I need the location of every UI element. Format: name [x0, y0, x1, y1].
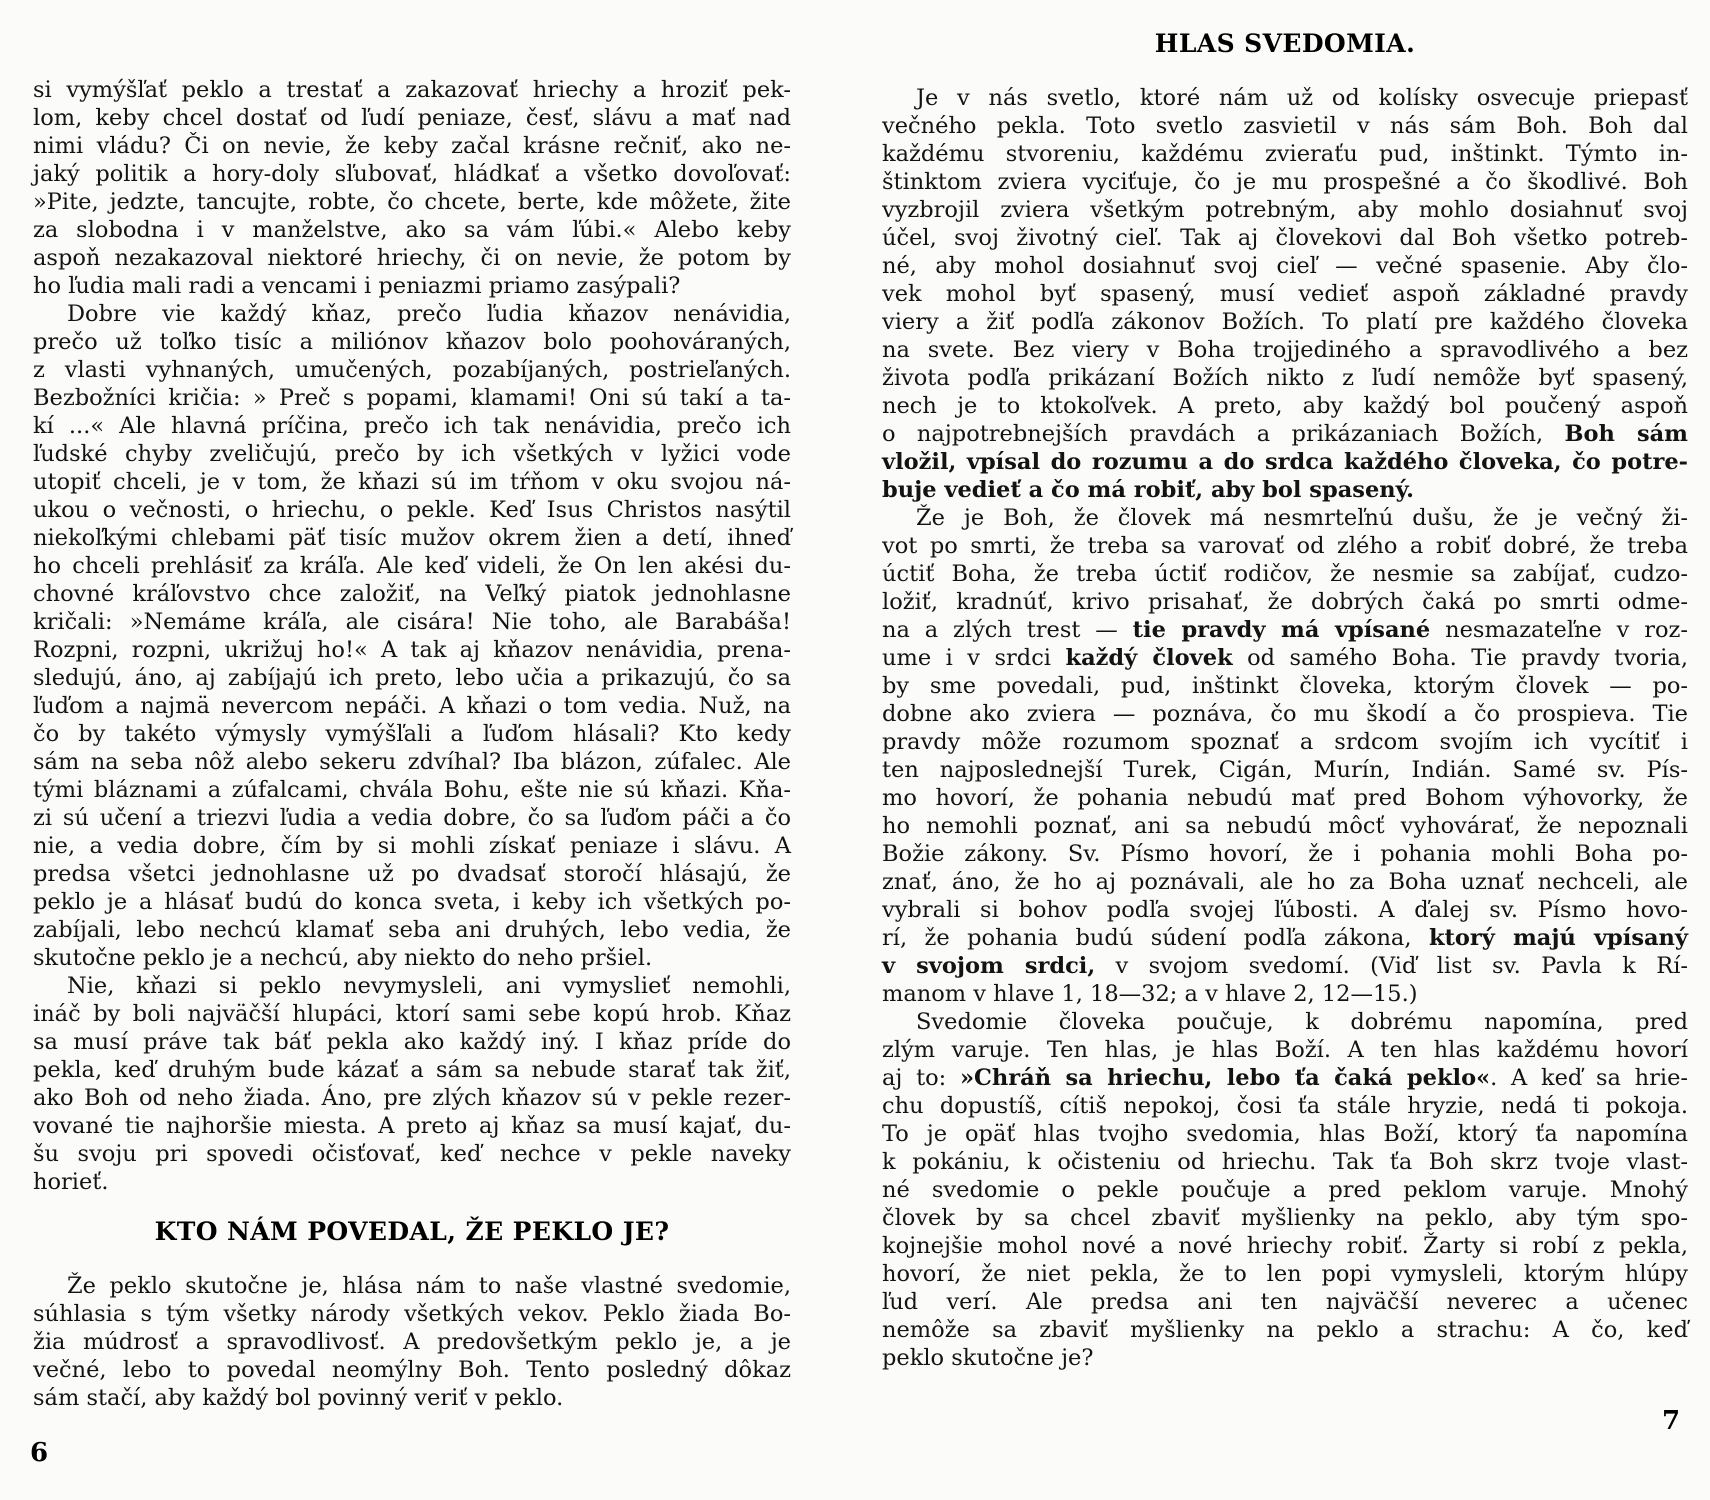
- text-line: [882, 1092, 1688, 1120]
- body-text: človek by sa chcel zbaviť myšlienky na peklo, aby tým spo-: [882, 1205, 1688, 1231]
- text-line: [33, 972, 791, 1000]
- text-line: [33, 412, 791, 440]
- body-text: rí, že pohania budú súdení podľa zákona,: [882, 925, 1429, 951]
- body-text: »Pite, jedzte, tancujte, robte, čo chcete, berte, kde môžete, žite: [33, 189, 791, 215]
- left-page-text: [33, 76, 791, 1412]
- text-line: [33, 244, 791, 272]
- body-text: nie, a vedia dobre, čím by si mohli získať peniaze i slávu. A: [33, 833, 791, 859]
- text-line: [882, 588, 1688, 616]
- body-text: aspoň nezakazoval niektoré hriechy, či on nevie, že potom by: [33, 245, 791, 271]
- body-text: vybrali si bohov podľa svojej ľúbosti. A ďalej sv. Písmo hovo-: [882, 897, 1688, 923]
- text-line: [33, 720, 791, 748]
- emphasized-text: buje vedieť a čo má robiť, aby bol spasený.: [882, 477, 1414, 503]
- text-line: [882, 1176, 1688, 1204]
- body-text: na svete. Bez viery v Boha trojjediného a spravodlivého a bez: [882, 337, 1688, 363]
- paragraph: [882, 1008, 1688, 1372]
- body-text: chu dopustíš, cítiš nepokoj, čosi ťa stále hryzie, nedá ti pokoja.: [882, 1093, 1688, 1119]
- left-page-column: [33, 76, 791, 1412]
- body-text: kí ...« Ale hlavná príčina, prečo ich tak nenávidia, prečo ich: [33, 413, 791, 439]
- body-text: žia múdrosť a spravodlivosť. A predovšetkým peklo je, a je: [33, 1329, 791, 1355]
- body-text: sa musí práve tak báť pekla ako každý iný. I kňaz príde do: [33, 1029, 791, 1055]
- text-line: [882, 700, 1688, 728]
- text-line: [33, 328, 791, 356]
- text-line: [33, 496, 791, 524]
- body-text: zabíjali, lebo nechcú klamať seba ani druhých, lebo vedia, že: [33, 917, 791, 943]
- text-line: [882, 616, 1688, 644]
- text-line: [33, 132, 791, 160]
- body-text: večné, lebo to povedal neomýlny Boh. Tento posledný dôkaz: [33, 1357, 791, 1383]
- body-text: vované tie najhoršie miesta. A preto aj kňaz sa musí kajať, du-: [33, 1113, 791, 1139]
- body-text: zlým varuje. Ten hlas, je hlas Boží. A ten hlas každému hovorí: [882, 1037, 1688, 1063]
- body-text: Že peklo skutočne je, hlása nám to naše vlastné svedomie,: [67, 1273, 791, 1299]
- body-text: zi sú učení a triezvi ľudia a vedia dobre, čo sa ľuďom páči a čo: [33, 805, 791, 831]
- emphasized-text: vložil, vpísal do rozumu a do srdca každého človeka, čo potre-: [882, 449, 1688, 475]
- body-text: ľuďom a najmä nevercom nepáči. A kňazi o tom vedia. Nuž, na: [33, 693, 791, 719]
- body-text: štinktom zviera vyciťuje, čo je mu prospešné a čo škodlivé. Boh: [882, 169, 1688, 195]
- text-line: [882, 924, 1688, 952]
- text-line: [882, 196, 1688, 224]
- text-line: [33, 1272, 791, 1300]
- text-line: [882, 1260, 1688, 1288]
- text-line: [33, 776, 791, 804]
- text-line: [882, 280, 1688, 308]
- body-text: né, aby mohol dosiahnuť svoj cieľ — večné spasenie. Aby člo-: [882, 253, 1688, 279]
- text-line: [33, 1112, 791, 1140]
- body-text: Že je Boh, že človek má nesmrteľnú dušu, že je večný ži-: [916, 505, 1688, 531]
- body-text: hovorí, že niet pekla, že to len popi vymysleli, ktorým hlúpy: [882, 1261, 1688, 1287]
- body-text: nesmazateľne v roz-: [1430, 617, 1688, 643]
- body-text: pekla, keď druhým bude kázať a sám sa nebude starať tak žiť,: [33, 1057, 791, 1083]
- body-text: za slobodna i v manželstve, ako sa vám ľúbi.« Alebo keby: [33, 217, 791, 243]
- body-text: utopiť chceli, je v tom, že kňazi sú im tŕňom v oku svojou ná-: [33, 469, 791, 495]
- text-line: [882, 980, 1688, 1008]
- body-text: o najpotrebnejších pravdách a prikázaniach Božích,: [882, 421, 1565, 447]
- text-line: [33, 832, 791, 860]
- text-line: [33, 692, 791, 720]
- text-line: [882, 756, 1688, 784]
- text-line: [33, 1328, 791, 1356]
- body-text: si vymýšľať peklo a trestať a zakazovať hriechy a hroziť pek-: [33, 77, 791, 103]
- body-text: nimi vládu? Či on nevie, že keby začal krásne rečniť, ako ne-: [33, 133, 791, 159]
- text-line: [33, 916, 791, 944]
- body-text: Svedomie človeka poučuje, k dobrému napomína, pred: [916, 1009, 1688, 1035]
- body-text: účel, svoj životný cieľ. Tak aj človekovi dal Boh všetko potreb-: [882, 225, 1688, 251]
- body-text: ten najposlednejší Turek, Cigán, Murín, Indián. Samé sv. Pís-: [882, 757, 1688, 783]
- text-line: [882, 672, 1688, 700]
- text-line: [33, 440, 791, 468]
- text-line: [882, 896, 1688, 924]
- body-text: ume i v srdci: [882, 645, 1066, 671]
- text-line: [882, 728, 1688, 756]
- body-text: prečo už toľko tisíc a miliónov kňazov bolo poohováraných,: [33, 329, 791, 355]
- body-text: Bezbožníci kričia: » Preč s popami, klamami! Oni sú takí a ta-: [33, 385, 791, 411]
- body-text: tými bláznami a zúfalcami, chvála Bohu, ešte nie sú kňazi. Kňa-: [33, 777, 791, 803]
- emphasized-text: v svojom srdci,: [882, 953, 1096, 979]
- text-line: [882, 224, 1688, 252]
- body-text: aj to:: [882, 1065, 960, 1091]
- body-text: vek mohol byť spasený, musí vedieť aspoň základné pravdy: [882, 281, 1688, 307]
- text-line: [882, 252, 1688, 280]
- text-line: [882, 644, 1688, 672]
- body-text: znať, áno, že ho aj poznávali, ale ho za Boha uznať nechceli, ale: [882, 869, 1688, 895]
- text-line: [882, 1204, 1688, 1232]
- body-text: ako Boh od neho žiada. Áno, pre zlých kňazov sú v pekle rezer-: [33, 1085, 791, 1111]
- body-text: Rozpni, rozpni, ukrižuj ho!« A tak aj kňazov nenávidia, prena-: [33, 637, 791, 663]
- text-line: [33, 272, 791, 300]
- text-line: [882, 168, 1688, 196]
- body-text: k pokániu, k očisteniu od hriechu. Tak ťa Boh skrz tvoje vlast-: [882, 1149, 1688, 1175]
- body-text: niekoľkými chlebami päť tisíc mužov okrem žien a detí, ihneď: [33, 525, 791, 551]
- text-line: [33, 1028, 791, 1056]
- body-text: sledujú, áno, aj zabíjajú ich preto, lebo učia a prikazujú, čo sa: [33, 665, 791, 691]
- text-line: [33, 1140, 791, 1168]
- body-text: ináč by boli najväčší hlupáci, ktorí sami sebe kopú hrob. Kňaz: [33, 1001, 791, 1027]
- body-text: viery a žiť podľa zákonov Božích. To platí pre každého človeka: [882, 309, 1688, 335]
- body-text: nech je to ktokoľvek. A preto, aby každý bol poučený aspoň: [882, 393, 1688, 419]
- emphasized-text: Boh sám: [1564, 421, 1688, 447]
- emphasized-text: každý človek: [1065, 645, 1233, 671]
- text-line: [33, 944, 791, 972]
- text-line: [882, 1064, 1688, 1092]
- text-line: [882, 840, 1688, 868]
- body-text: pravdy môže rozumom spoznať a srdcom svojím ich vycítiť i: [882, 729, 1688, 755]
- text-line: [33, 216, 791, 244]
- text-line: [33, 104, 791, 132]
- text-line: [33, 356, 791, 384]
- paragraph: [882, 84, 1688, 504]
- text-line: [882, 532, 1688, 560]
- paragraph: [33, 972, 791, 1196]
- text-line: [33, 664, 791, 692]
- text-line: [882, 1316, 1688, 1344]
- text-line: [33, 636, 791, 664]
- text-line: [882, 1344, 1688, 1372]
- body-text: večného pekla. Toto svetlo zasvietil v nás sám Boh. Boh dal: [882, 113, 1688, 139]
- body-text: kojnejšie mohol nové a nové hriechy robiť. Žarty si robí z pekla,: [882, 1233, 1688, 1259]
- body-text: To je opäť hlas tvojho svedomia, hlas Boží, ktorý ťa napomína: [882, 1121, 1688, 1147]
- text-line: [33, 804, 791, 832]
- text-line: [882, 812, 1688, 840]
- emphasized-text: »Chráň sa hriechu, lebo ťa čaká peklo«: [959, 1065, 1491, 1091]
- text-line: [33, 608, 791, 636]
- body-text: skutočne peklo je a nechcú, aby niekto do neho pršiel.: [33, 945, 653, 971]
- text-line: [882, 420, 1688, 448]
- text-line: [33, 160, 791, 188]
- body-text: Nie, kňazi si peklo nevymysleli, ani vymyslieť nemohli,: [67, 973, 791, 999]
- body-text: od samého Boha. Tie pravdy tvoria,: [1232, 645, 1688, 671]
- text-line: [882, 784, 1688, 812]
- text-line: [882, 84, 1688, 112]
- body-text: ho chceli prehlásiť za kráľa. Ale keď videli, že On len akési du-: [33, 553, 791, 579]
- section-heading: KTO NÁM POVEDAL, ŽE PEKLO JE?: [154, 1217, 670, 1246]
- paragraph: [882, 504, 1688, 1008]
- text-line: [882, 308, 1688, 336]
- body-text: každému stvoreniu, každému zvieraťu pud, inštinkt. Týmto in-: [882, 141, 1688, 167]
- page-number-right: 7: [1662, 1406, 1681, 1436]
- text-line: [33, 1168, 791, 1196]
- body-text: né svedomie o pekle poučuje a pred peklom varuje. Mnohý: [882, 1177, 1688, 1203]
- text-line: [33, 1000, 791, 1028]
- text-line: [882, 560, 1688, 588]
- text-line: [882, 364, 1688, 392]
- body-text: ho ľudia mali radi a vencami i peniazmi priamo zasýpali?: [33, 273, 681, 299]
- text-line: [882, 1036, 1688, 1064]
- text-line: [882, 448, 1688, 476]
- body-text: mo hovorí, že pohania nebudú mať pred Bohom výhovorky, že: [882, 785, 1688, 811]
- text-line: [882, 868, 1688, 896]
- text-line: [33, 384, 791, 412]
- body-text: Dobre vie každý kňaz, prečo ľudia kňazov nenávidia,: [67, 301, 791, 327]
- text-line: [882, 952, 1688, 980]
- text-line: [33, 524, 791, 552]
- body-text: horieť.: [33, 1169, 109, 1195]
- text-line: [33, 1356, 791, 1384]
- body-text: ľud verí. Ale predsa ani ten najväčší neverec a učenec: [882, 1289, 1688, 1315]
- body-text: dobne ako zviera — poznáva, čo mu škodí a čo prospieva. Tie: [882, 701, 1688, 727]
- text-line: [33, 76, 791, 104]
- page-number-left: 6: [30, 1438, 49, 1468]
- text-line: [33, 1084, 791, 1112]
- text-line: [882, 476, 1688, 504]
- body-text: . A keď sa hrie-: [1490, 1065, 1688, 1091]
- emphasized-text: ktorý majú vpísaný: [1428, 925, 1688, 951]
- body-text: na a zlých trest —: [882, 617, 1133, 643]
- paragraph: [33, 1272, 791, 1412]
- body-text: vyzbrojil zviera všetkým potrebným, aby mohlo dosiahnuť svoj: [882, 197, 1688, 223]
- text-line: [33, 748, 791, 776]
- right-page-text: [882, 84, 1688, 1372]
- body-text: ho nemohli poznať, ani sa nebudú môcť vyhovárať, že nepoznali: [882, 813, 1688, 839]
- text-line: [33, 1384, 791, 1412]
- body-text: manom v hlave 1, 18—32; a v hlave 2, 12—15.): [882, 981, 1418, 1007]
- right-page-heading: HLAS SVEDOMIA.: [1154, 29, 1416, 58]
- text-line: [882, 1148, 1688, 1176]
- body-text: úctiť Boha, že treba úctiť rodičov, že nesmie sa zabíjať, cudzo-: [882, 561, 1688, 587]
- text-line: [882, 140, 1688, 168]
- body-text: by sme povedali, pud, inštinkt človeka, ktorým človek — po-: [882, 673, 1688, 699]
- text-line: [33, 468, 791, 496]
- text-line: [33, 188, 791, 216]
- body-text: chovné kráľovstvo chce založiť, na Veľký piatok jednohlasne: [33, 581, 791, 607]
- text-line: [33, 580, 791, 608]
- body-text: nemôže sa zbaviť myšlienky na peklo a strachu: A čo, keď: [882, 1317, 1688, 1343]
- body-text: z vlasti vyhnaných, umučených, pozabíjaných, postrieľaných.: [33, 357, 791, 383]
- text-line: [882, 504, 1688, 532]
- text-line: [33, 888, 791, 916]
- text-line: [882, 1120, 1688, 1148]
- emphasized-text: tie pravdy má vpísané: [1132, 617, 1431, 643]
- body-text: súhlasia s tým všetky národy všetkých vekov. Peklo žiada Bo-: [33, 1301, 791, 1327]
- text-line: [33, 860, 791, 888]
- body-text: predsa všetci jednohlasne už po dvadsať storočí hlásajú, že: [33, 861, 791, 887]
- body-text: čo by takéto výmysly vymýšľali a ľuďom hlásali? Kto kedy: [33, 721, 791, 747]
- body-text: sám na seba nôž alebo sekeru zdvíhal? Iba blázon, zúfalec. Ale: [33, 749, 791, 775]
- body-text: vot po smrti, že treba sa varovať od zlého a robiť dobré, že treba: [882, 533, 1688, 559]
- body-text: jaký politik a hory-doly sľubovať, hládkať a všetko dovoľovať:: [33, 161, 791, 187]
- body-text: peklo skutočne je?: [882, 1345, 1094, 1371]
- body-text: ložiť, kradnúť, krivo prisahať, že dobrých čaká po smrti odme-: [882, 589, 1688, 615]
- text-line: [33, 1300, 791, 1328]
- text-line: [882, 1288, 1688, 1316]
- body-text: Je v nás svetlo, ktoré nám už od kolísky osvecuje priepasť: [916, 85, 1688, 111]
- text-line: [882, 1008, 1688, 1036]
- text-line: [33, 300, 791, 328]
- body-text: šu svoju pri spovedi očisťovať, keď nechce v pekle naveky: [33, 1141, 791, 1167]
- body-text: kričali: »Nemáme kráľa, ale cisára! Nie toho, ale Barabáša!: [33, 609, 791, 635]
- body-text: Božie zákony. Sv. Písmo hovorí, že i pohania mohli Boha po-: [882, 841, 1688, 867]
- body-text: ukou o večnosti, o hriechu, o pekle. Keď Isus Christos nasýtil: [33, 497, 791, 523]
- body-text: peklo je a hlásať budú do konca sveta, i keby ich všetkých po-: [33, 889, 791, 915]
- paragraph: [33, 300, 791, 972]
- text-line: [882, 336, 1688, 364]
- paragraph: [33, 76, 791, 300]
- body-text: ľudské chyby zveličujú, prečo by ich všetkých v lyžici vode: [33, 441, 791, 467]
- text-line: [882, 1232, 1688, 1260]
- text-line: [33, 1056, 791, 1084]
- body-text: sám stačí, aby každý bol povinný veriť v peklo.: [33, 1385, 564, 1411]
- body-text: v svojom svedomí. (Viď list sv. Pavla k Rí-: [1095, 953, 1689, 979]
- text-line: [33, 552, 791, 580]
- text-line: [882, 112, 1688, 140]
- right-page-column: [882, 28, 1688, 1372]
- body-text: života podľa prikázaní Božích nikto z ľudí nemôže byť spasený,: [882, 365, 1688, 391]
- text-line: [882, 392, 1688, 420]
- body-text: lom, keby chcel dostať od ľudí peniaze, česť, slávu a mať nad: [33, 105, 791, 131]
